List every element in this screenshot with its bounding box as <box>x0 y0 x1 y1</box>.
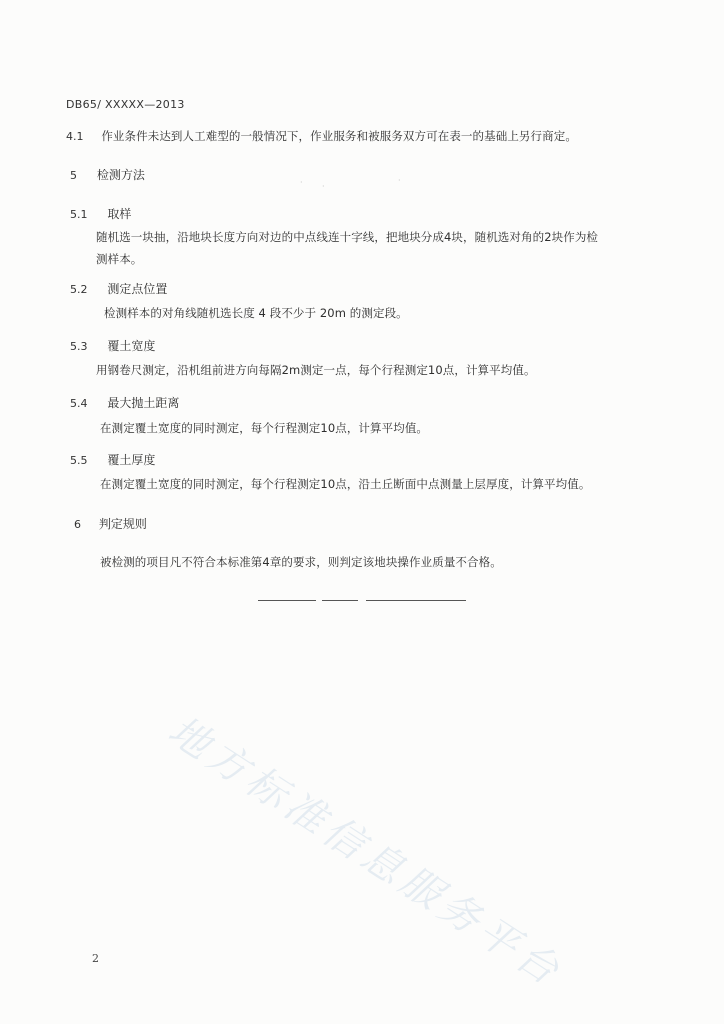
scan-speck: · <box>322 182 325 191</box>
section-6-text: 被检测的项目凡不符合本标准第4章的要求，则判定该地块操作业质量不合格。 <box>100 555 502 569</box>
section-6-heading <box>74 516 147 533</box>
clause-number: 5.4 <box>70 397 88 410</box>
clause-5-1-text-line1: 随机选一块抽，沿地块长度方向对边的中点线连十字线，把地块分成4块，随机选对角的2块作为检 <box>96 230 599 244</box>
clause-5-3-text: 用钢卷尺测定，沿机组前进方向每隔2m测定一点，每个行程测定10点，计算平均值。 <box>96 363 536 377</box>
clause-5-4-heading <box>70 395 179 412</box>
clause-title: 测定点位置 <box>107 282 168 296</box>
section-number: 6 <box>74 518 81 531</box>
clause-5-2-heading <box>70 281 167 298</box>
scan-speck: · <box>300 178 303 187</box>
scan-speck: · <box>398 176 401 185</box>
clause-5-2-text: 检测样本的对角线随机选长度 4 段不少于 20m 的测定段。 <box>104 306 408 320</box>
clause-number: 4.1 <box>66 130 84 143</box>
clause-title: 取样 <box>107 207 132 221</box>
clause-4-1 <box>66 128 577 145</box>
clause-5-3-heading <box>70 338 155 355</box>
section-title: 判定规则 <box>98 517 147 531</box>
clause-title: 最大抛土距离 <box>107 396 180 410</box>
clause-5-5-heading <box>70 452 155 469</box>
clause-number: 5.3 <box>70 340 88 353</box>
watermark: 地方标准信息服务平台 <box>160 707 571 997</box>
clause-5-1-heading <box>70 206 131 223</box>
clause-5-4-text: 在测定覆土宽度的同时测定，每个行程测定10点，计算平均值。 <box>100 421 429 435</box>
clause-number: 5.1 <box>70 208 88 221</box>
section-5-heading <box>70 167 145 184</box>
clause-title: 覆土厚度 <box>107 453 156 467</box>
clause-5-1-text-line2: 测样本。 <box>96 252 143 266</box>
section-number: 5 <box>70 169 77 182</box>
page-number: 2 <box>92 952 99 965</box>
standard-code-header: DB65/ XXXXX—2013 <box>66 98 185 111</box>
clause-5-5-text: 在测定覆土宽度的同时测定，每个行程测定10点，沿土丘断面中点测量上层厚度，计算平均值。 <box>100 477 591 491</box>
clause-text: 作业条件未达到人工难型的一般情况下，作业服务和被服务双方可在表一的基础上另行商定。 <box>101 129 577 143</box>
clause-number: 5.2 <box>70 283 88 296</box>
clause-number: 5.5 <box>70 454 88 467</box>
end-of-document-rule <box>258 600 466 601</box>
clause-title: 覆土宽度 <box>107 339 156 353</box>
section-title: 检测方法 <box>96 168 145 182</box>
